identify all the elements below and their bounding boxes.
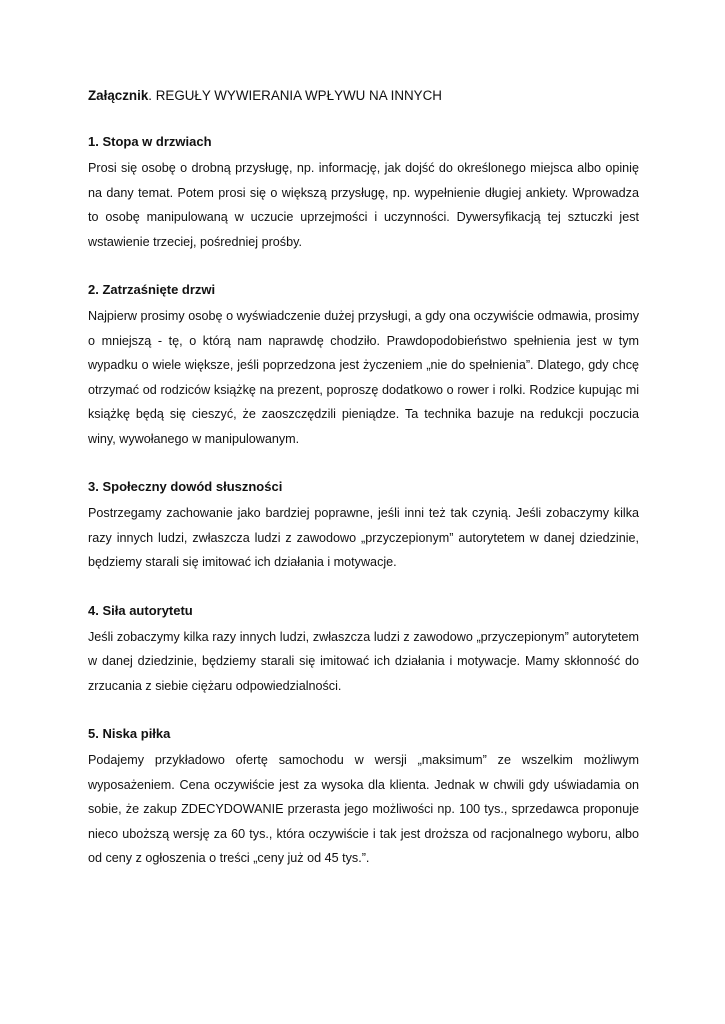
section-zatrzasniete-drzwi xyxy=(88,280,639,451)
section-stopa-w-drzwiach xyxy=(88,132,639,254)
section-niska-pilka xyxy=(88,724,639,871)
document-content xyxy=(88,86,639,897)
section-paragraph: Najpierw prosimy osobę o wyświadczenie dużej przysługi, a gdy ona oczywiście odmawia, prosimy o mniejszą - tę, o którą nam naprawdę chodziło. Prawdopodobieństwo spełnienia jest w tym wypadku o wiele większe, jeśli poprzedzona jest życzeniem „nie do spełnienia”. Dlatego, gdy chcę otrzymać od rodziców książkę na prezent, poproszę dodatkowo o rower i rolki. Rodzice kupując mi książkę będą się cieszyć, że zaoszczędzili pieniądze. Ta technika bazuje na redukcji poczucia winy, wywołanego w manipulowanym. xyxy=(88,309,639,446)
section-heading: 5. Niska piłka xyxy=(88,726,171,741)
document-title xyxy=(88,86,639,106)
section-paragraph: Podajemy przykładowo ofertę samochodu w wersji „maksimum” ze wszelkim możliwym wyposażeniem. Cena oczywiście jest za wysoka dla klienta. Jednak w chwili gdy uświadamia on sobie, że zakup ZDECYDOWANIE przerasta jego możliwości np. 100 tys., sprzedawca proponuje nieco uboższą wersję za 60 tys., która oczywiście i tak jest droższa od racjonalnego wyboru, albo od ceny z ogłoszenia o treści „ceny już od 45 tys.”. xyxy=(88,753,639,865)
section-heading: 2. Zatrzaśnięte drzwi xyxy=(88,282,216,297)
section-sila-autorytetu xyxy=(88,601,639,699)
document-title-bold: Załącznik xyxy=(88,88,149,103)
section-paragraph: Jeśli zobaczymy kilka razy innych ludzi, zwłaszcza ludzi z zawodowo „przyczepionym” autorytetem w danej dziedzinie, będziemy starali się imitować ich działania i motywacje. Mamy skłonność do zrzucania z siebie ciężaru odpowiedzialności. xyxy=(88,629,639,693)
section-heading: 1. Stopa w drzwiach xyxy=(88,134,212,149)
section-heading: 3. Społeczny dowód słuszności xyxy=(88,479,283,494)
section-paragraph: Postrzegamy zachowanie jako bardziej poprawne, jeśli inni też tak czynią. Jeśli zobaczymy kilka razy innych ludzi, zwłaszcza ludzi z zawodowo „przyczepionym” autorytetem w danej dziedzinie, będziemy starali się imitować ich działania i motywacje. xyxy=(88,506,639,569)
section-heading: 4. Siła autorytetu xyxy=(88,602,193,618)
section-spoleczny-dowod-slusznosci xyxy=(88,477,639,575)
section-paragraph: Prosi się osobę o drobną przysługę, np. informację, jak dojść do określonego miejsca albo opinię na dany temat. Potem prosi się o większą przysługę, np. wypełnienie długiej ankiety. Wprowadza to osobę manipulowaną w uczucie uprzejmości i uczynności. Dywersyfikacją tej sztuczki jest wstawienie trzeciej, pośredniej prośby. xyxy=(88,161,639,249)
document-title-rest: . REGUŁY WYWIERANIA WPŁYWU NA INNYCH xyxy=(148,88,442,103)
